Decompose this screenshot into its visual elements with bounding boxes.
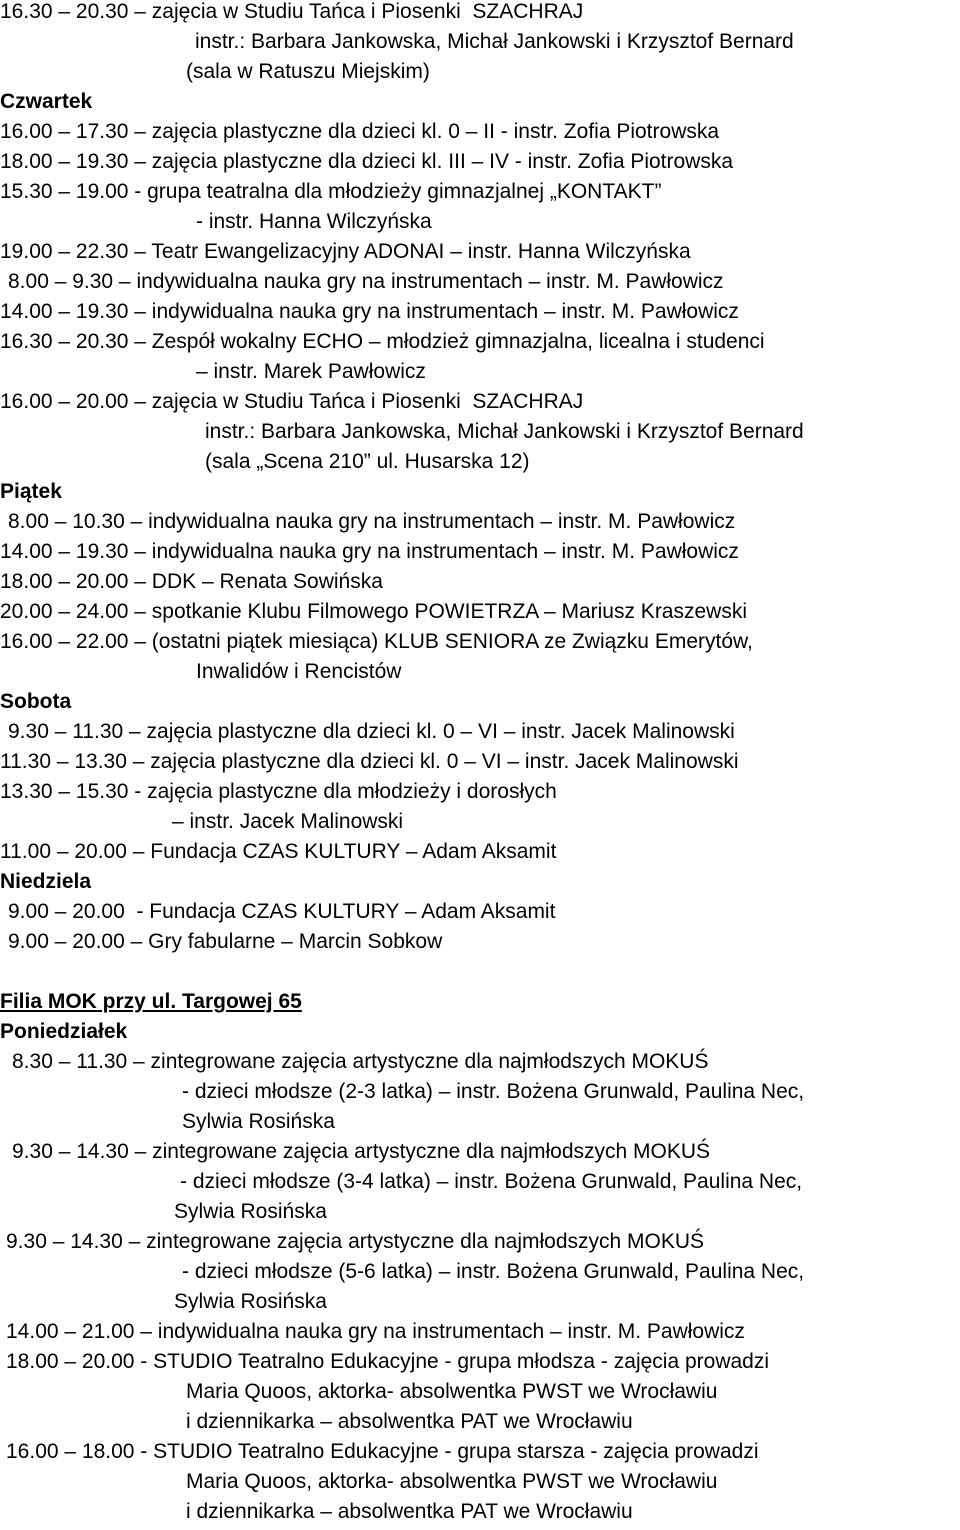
- schedule-line: Maria Quoos, aktorka- absolwentka PWST we Wrocławiu: [186, 1470, 718, 1493]
- schedule-line: - dzieci młodsze (3-4 latka) – instr. Bożena Grunwald, Paulina Nec,: [180, 1170, 803, 1193]
- schedule-line: 13.30 – 15.30 - zajęcia plastyczne dla młodzieży i dorosłych: [0, 780, 557, 803]
- schedule-line: 8.00 – 10.30 – indywidualna nauka gry na instrumentach – instr. M. Pawłowicz: [8, 510, 736, 533]
- schedule-line: 8.00 – 9.30 – indywidualna nauka gry na instrumentach – instr. M. Pawłowicz: [8, 270, 724, 293]
- schedule-line: 14.00 – 19.30 – indywidualna nauka gry na instrumentach – instr. M. Pawłowicz: [0, 300, 739, 323]
- schedule-line: 8.30 – 11.30 – zintegrowane zajęcia artystyczne dla najmłodszych MOKUŚ: [12, 1050, 709, 1073]
- day-heading: Niedziela: [0, 870, 92, 893]
- schedule-line: instr.: Barbara Jankowska, Michał Jankowski i Krzysztof Bernard: [205, 420, 804, 443]
- schedule-line: 19.00 – 22.30 – Teatr Ewangelizacyjny ADONAI – instr. Hanna Wilczyńska: [0, 240, 691, 263]
- schedule-line: 9.30 – 14.30 – zintegrowane zajęcia artystyczne dla najmłodszych MOKUŚ: [6, 1230, 705, 1253]
- schedule-line: 16.00 – 18.00 - STUDIO Teatralno Edukacyjne - grupa starsza - zajęcia prowadzi: [6, 1440, 759, 1463]
- schedule-line: Sylwia Rosińska: [182, 1110, 335, 1133]
- schedule-line: 9.00 – 20.00 - Fundacja CZAS KULTURY – Adam Aksamit: [8, 900, 556, 923]
- schedule-line: 9.30 – 14.30 – zintegrowane zajęcia artystyczne dla najmłodszych MOKUŚ: [12, 1140, 711, 1163]
- schedule-line: 16.30 – 20.30 – Zespół wokalny ECHO – młodzież gimnazjalna, licealna i studenci: [0, 330, 765, 353]
- schedule-line: – instr. Jacek Malinowski: [172, 810, 404, 833]
- schedule-line: 18.00 – 20.00 - STUDIO Teatralno Edukacyjne - grupa młodsza - zajęcia prowadzi: [6, 1350, 770, 1373]
- schedule-line: 9.00 – 20.00 – Gry fabularne – Marcin Sobkow: [8, 930, 443, 953]
- day-heading: Czwartek: [0, 90, 93, 113]
- schedule-line: 11.30 – 13.30 – zajęcia plastyczne dla dzieci kl. 0 – VI – instr. Jacek Malinowski: [0, 750, 739, 773]
- schedule-line: 16.30 – 20.30 – zajęcia w Studiu Tańca i Piosenki SZACHRAJ: [0, 0, 584, 23]
- schedule-line: - dzieci młodsze (5-6 latka) – instr. Bożena Grunwald, Paulina Nec,: [182, 1260, 805, 1283]
- schedule-line: Sylwia Rosińska: [174, 1200, 327, 1223]
- day-heading: Sobota: [0, 690, 72, 713]
- section-heading: Filia MOK przy ul. Targowej 65: [0, 990, 302, 1013]
- schedule-line: 18.00 – 19.30 – zajęcia plastyczne dla dzieci kl. III – IV - instr. Zofia Piotrowska: [0, 150, 734, 173]
- schedule-line: 9.30 – 11.30 – zajęcia plastyczne dla dzieci kl. 0 – VI – instr. Jacek Malinowski: [8, 720, 735, 743]
- schedule-line: i dziennikarka – absolwentka PAT we Wrocławiu: [186, 1500, 633, 1523]
- schedule-line: instr.: Barbara Jankowska, Michał Jankowski i Krzysztof Bernard: [195, 30, 794, 53]
- schedule-line: i dziennikarka – absolwentka PAT we Wrocławiu: [186, 1410, 633, 1433]
- schedule-line: 18.00 – 20.00 – DDK – Renata Sowińska: [0, 570, 383, 593]
- schedule-line: Maria Quoos, aktorka- absolwentka PWST we Wrocławiu: [186, 1380, 718, 1403]
- schedule-line: 16.00 – 22.00 – (ostatni piątek miesiąca) KLUB SENIORA ze Związku Emerytów,: [0, 630, 753, 653]
- schedule-line: 14.00 – 21.00 – indywidualna nauka gry na instrumentach – instr. M. Pawłowicz: [6, 1320, 745, 1343]
- schedule-line: Sylwia Rosińska: [174, 1290, 327, 1313]
- schedule-line: 15.30 – 19.00 - grupa teatralna dla młodzieży gimnazjalnej „KONTAKT”: [0, 180, 662, 203]
- schedule-line: - dzieci młodsze (2-3 latka) – instr. Bożena Grunwald, Paulina Nec,: [182, 1080, 805, 1103]
- schedule-line: 16.00 – 17.30 – zajęcia plastyczne dla dzieci kl. 0 – II - instr. Zofia Piotrowska: [0, 120, 720, 143]
- schedule-line: 11.00 – 20.00 – Fundacja CZAS KULTURY – Adam Aksamit: [0, 840, 557, 863]
- schedule-line: Inwalidów i Rencistów: [196, 660, 402, 683]
- schedule-line: (sala „Scena 210” ul. Husarska 12): [205, 450, 530, 473]
- day-heading: Piątek: [0, 480, 62, 503]
- schedule-line: (sala w Ratuszu Miejskim): [186, 60, 430, 83]
- day-heading: Poniedziałek: [0, 1020, 128, 1043]
- schedule-line: - instr. Hanna Wilczyńska: [196, 210, 432, 233]
- schedule-line: 20.00 – 24.00 – spotkanie Klubu Filmowego POWIETRZA – Mariusz Kraszewski: [0, 600, 747, 623]
- schedule-line: 14.00 – 19.30 – indywidualna nauka gry na instrumentach – instr. M. Pawłowicz: [0, 540, 739, 563]
- schedule-line: – instr. Marek Pawłowicz: [196, 360, 426, 383]
- schedule-line: 16.00 – 20.00 – zajęcia w Studiu Tańca i Piosenki SZACHRAJ: [0, 390, 584, 413]
